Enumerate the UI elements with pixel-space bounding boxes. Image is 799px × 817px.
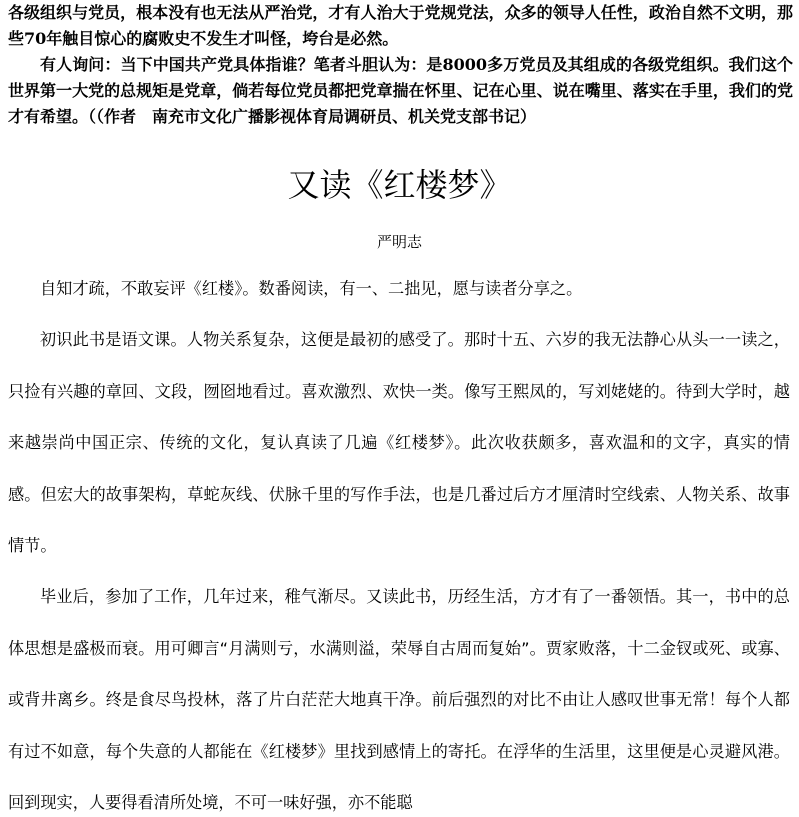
article-paragraph: 自知才疏，不敢妄评《红楼》。数番阅读，有一、二拙见，愿与读者分享之。 [40, 279, 583, 298]
article-body [8, 263, 790, 817]
previous-article-excerpt [8, 0, 793, 130]
previous-article-paragraph: 有人询问：当下中国共产党具体指谁？笔者斗胆认为：是8000多万党员及其组成的各级党组织。我们这个世界第一大党的总规矩是党章，倘若每位党员都把党章揣在怀里、记在心里、说在嘴里、落实在手里，我们的党才有希望。（（作者 南充市文化广播影视体育局调研员、机关党支部书记） [8, 55, 793, 126]
article-paragraph: 初识此书是语文课。人物关系复杂，这便是最初的感受了。那时十五、六岁的我无法静心从头一一读之，只捡有兴趣的章回、文段，囫囵地看过。喜欢激烈、欢快一类。像写王熙凤的，写刘姥姥的。待到大学时，越来越崇尚中国正宗、传统的文化，复认真读了几遍《红楼梦》。此次收获颇多，喜欢温和的文字，真实的情感。但宏大的故事架构，草蛇灰线、伏脉千里的写作手法，也是几番过后方才厘清时空线索、人物关系、故事情节。 [8, 330, 790, 556]
previous-article-paragraph: 各级组织与党员，根本没有也无法从严治党，才有人治大于党规党法，众多的领导人任性，政治自然不文明，那些70年触目惊心的腐败史不发生才叫怪，垮台是必然。 [8, 3, 793, 48]
article-author: 严明志 [376, 233, 422, 251]
article-paragraph: 毕业后，参加了工作，几年过来，稚气渐尽。又读此书，历经生活，方才有了一番领悟。其一，书中的总体思想是盛极而衰。用可卿言“月满则亏，水满则溢，荣辱自古周而复始”。贾家败落，十二金钗或死、或寡、或背井离乡。终是食尽鸟投林，落了片白茫茫大地真干净。前后强烈的对比不由让人感叹世事无常！每个人都有过不如意，每个失意的人都能在《红楼梦》里找到感情上的寄托。在浮华的生活里，这里便是心灵避风港。回到现实，人要得看清所处境，不可一味好强，亦不能聪 [8, 587, 790, 813]
article-title: 又读《红楼梦》 [287, 166, 512, 204]
